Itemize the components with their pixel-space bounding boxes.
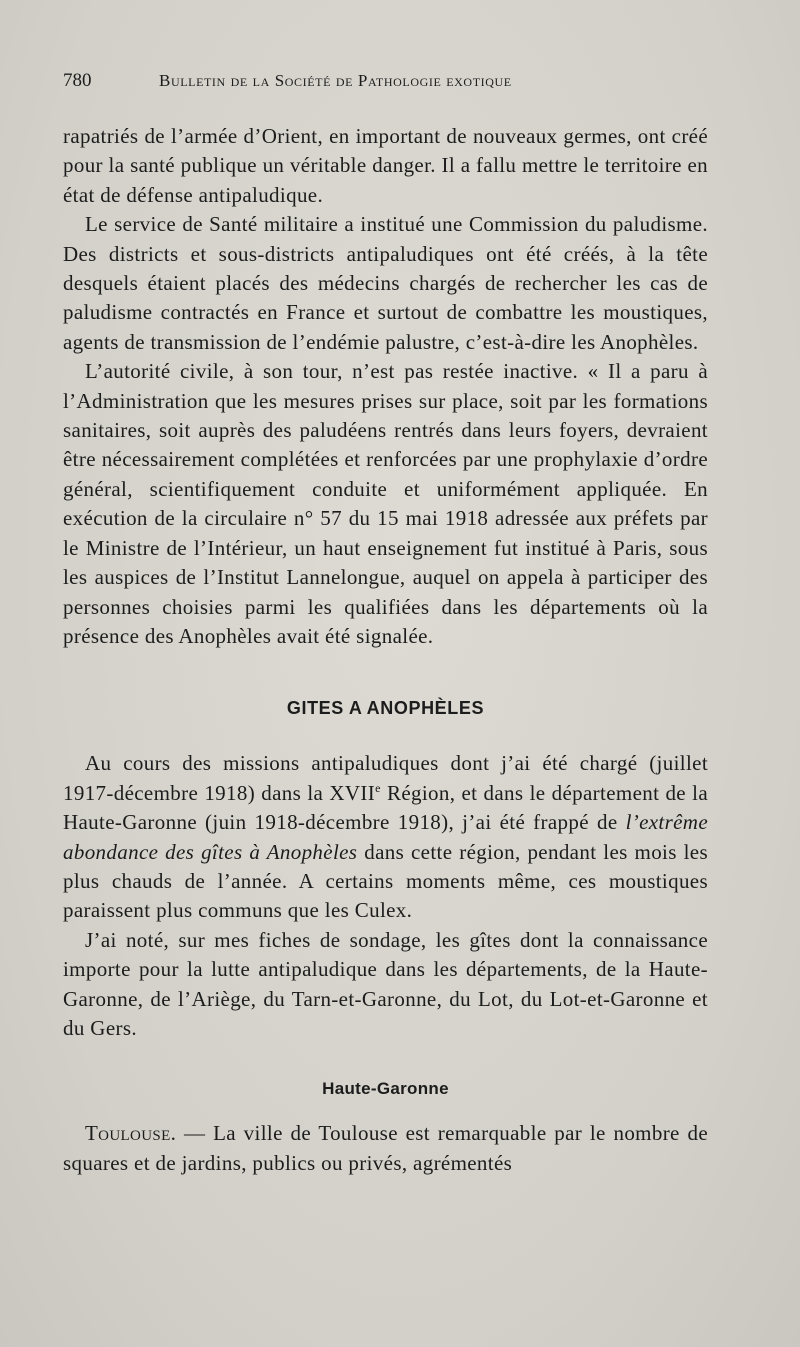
paragraph-toulouse xyxy=(63,1119,708,1178)
superscript: e xyxy=(375,780,381,795)
paragraph-continuation: rapatriés de l’armée d’Orient, en important de nouveaux germes, ont créé pour la santé publique un véritable danger. Il a fallu mettre le territoire en état de défense antipaludique. xyxy=(63,124,708,207)
journal-title: Bulletin de la Société de Pathologie exotique xyxy=(159,71,512,90)
paragraph-autorite-civile: L’autorité civile, à son tour, n’est pas restée inactive. « Il a paru à l’Administration que les mesures prises sur place, soit par les formations sanitaires, soit auprès des paludéens rentrés dans leurs foyers, devraient être nécessairement complétées et renforcées par une prophylaxie d’ordre général, scientifiquement conduite et uniformément appliquée. En exécution de la circulaire n° 57 du 15 mai 1918 adressée aux préfets par le Ministre de l’Intérieur, un haut enseignement fut institué à Paris, sous les auspices de l’Institut Lannelongue, auquel on appela à participer des personnes choisies parmi les qualifiées dans les départements où la présence des Anophèles avait été signalée. xyxy=(63,359,708,648)
subsection-heading: Haute-Garonne xyxy=(322,1079,449,1099)
text-run: Au cours des missions antipaludiques dont j’ai été chargé (juillet 1917-décembre 1918) dans la XVII xyxy=(63,751,708,805)
paragraph-service-sante: Le service de Santé militaire a institué une Commission du paludisme. Des districts et sous-districts antipaludiques ont été créés, à la tête desquels étaient placés des médecins chargés de rechercher les cas de paludisme contractés en France et surtout de combattre les moustiques, agents de transmission de l’endémie palustre, c’est-à-dire les Anophèles. xyxy=(63,212,708,354)
page-number: 780 xyxy=(63,70,92,91)
section-heading: GITES A ANOPHÈLES xyxy=(286,698,485,719)
paragraph-fiches: J’ai noté, sur mes fiches de sondage, les gîtes dont la connaissance importe pour la lutte antipaludique dans les départements, de la Haute-Garonne, de l’Ariège, du Tarn-et-Garonne, du Lot, du Lot-et-Garonne et du Gers. xyxy=(63,927,708,1040)
body-text xyxy=(63,122,708,1178)
running-header xyxy=(63,70,708,104)
emphasis: l’extrême abondance des gîtes à Anophèles xyxy=(63,810,708,864)
text-run: Région, et dans le département de la Haute-Garonne (juin 1918-décembre 1918), j’ai été frappé de xyxy=(63,780,709,835)
place-name: Toulouse. xyxy=(85,1121,177,1146)
text-run: — La ville de Toulouse est remarquable par le nombre de squares et de jardins, publics ou privés, agrémentés xyxy=(63,1121,708,1175)
paragraph-missions xyxy=(63,749,708,925)
text-run: dans cette région, pendant les mois les plus chauds de l’année. A certains moments même, ces moustiques paraissent plus communs que les Culex. xyxy=(63,839,708,923)
